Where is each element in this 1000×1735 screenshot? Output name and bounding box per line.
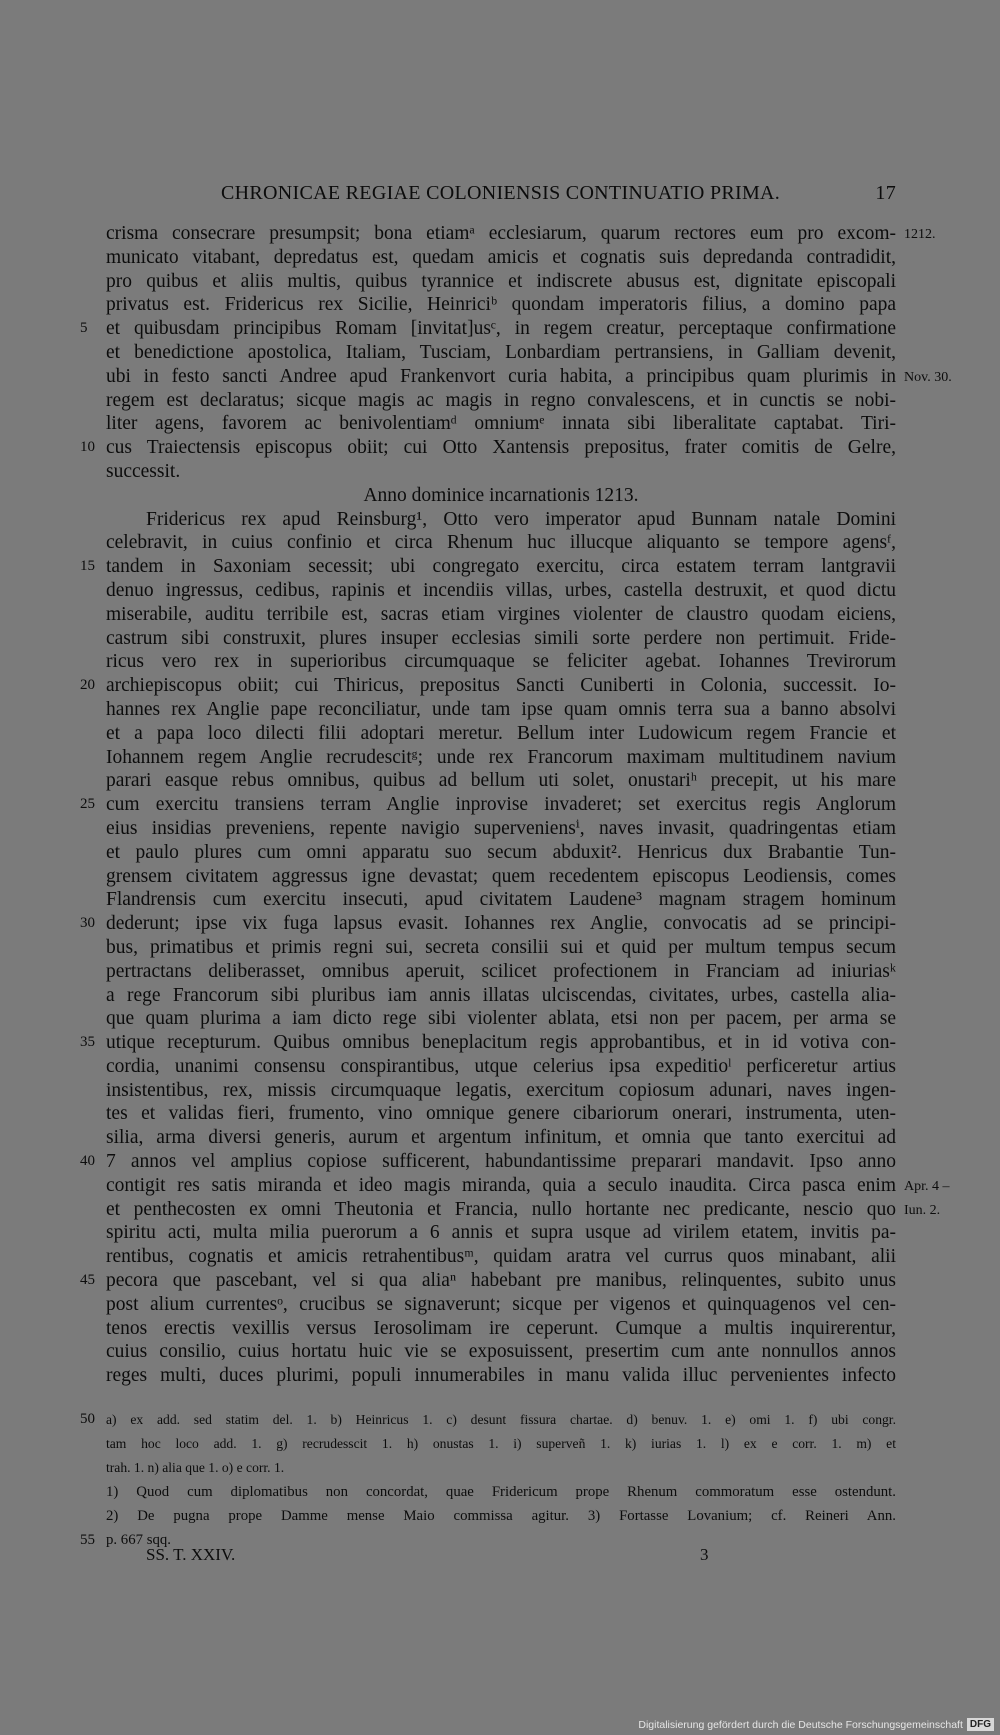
body-text: denuo ingressus, cedibus, rapinis et incendiis villas, urbes, castella destruxit, et quod dictu — [106, 579, 896, 601]
volume-signature: SS. T. XXIV. — [146, 1545, 236, 1564]
body-line — [80, 555, 896, 579]
line-number: 25 — [80, 796, 95, 813]
body-text: pecora que pascebant, vel si qua aliaⁿ habebant pre manibus, relinquentes, subito unus — [106, 1270, 896, 1292]
body-line — [106, 579, 896, 603]
body-text: grensem civitatem aggressus igne devastat; quem recedentem episcopus Leodiensis, comes — [106, 865, 896, 887]
body-line — [80, 912, 896, 936]
marginal-date: Iun. 2. — [904, 1202, 941, 1218]
note-text: 2) De pugna prope Damme mense Maio commissa agitur. 3) Fortasse Lovanium; cf. Reineri Ann. — [106, 1507, 896, 1524]
body-line — [106, 1364, 896, 1388]
apparatus-line — [106, 1434, 896, 1458]
body-text: liter agens, favorem ac benivolentiamᵈ omniumᵉ innata sibi liberalitate captabat. Tiri- — [106, 413, 896, 435]
body-text: hannes rex Anglie pape reconciliatur, unde tam ipse quam omnis terra sua a banno absolvi — [106, 698, 896, 720]
body-line — [106, 1126, 896, 1150]
body-line — [106, 746, 896, 770]
body-text: ricus vero rex in superioribus circumquaque se feliciter agebat. Iohannes Trevirorum — [106, 651, 896, 673]
body-line — [106, 365, 952, 389]
body-text: tenos erectis vexillis versus Ierosolimam ire ceperunt. Cumque a multis inquirerentur, — [106, 1317, 896, 1339]
body-line — [106, 389, 896, 413]
body-text: spiritu acti, multa milia puerorum a 6 annis et supra usque ad virilem etatem, invitis pa- — [106, 1222, 896, 1244]
line-number: 55 — [80, 1531, 95, 1548]
body-line — [106, 841, 896, 865]
body-text: eius insidias preveniens, repente navigio superveniensⁱ, naves invasit, quadringentas etiam — [106, 817, 896, 839]
body-text: insistentibus, rex, missis circumquaque legatis, exercitum copiosum adunari, naves ingen- — [106, 1079, 896, 1101]
body-text: cuius consilio, cuius hortatu huic vie se exposuissent, presertim cum ante nonnullos annos — [106, 1341, 896, 1363]
sheet-number: 3 — [700, 1545, 709, 1564]
body-line — [80, 436, 896, 460]
body-line — [106, 1245, 896, 1269]
body-text: reges multi, duces plurimi, populi innumerabiles in manu valida illuc pervenientes infecto — [106, 1365, 896, 1387]
body-text: tandem in Saxoniam secessit; ubi congregato exercitu, circa estatem terram lantgravii — [106, 556, 896, 578]
body-line — [106, 650, 896, 674]
note-text: 1) Quod cum diplomatibus non concordat, quae Fridericum prope Rhenum commoratum esse ostendunt. — [106, 1484, 896, 1500]
body-text: Fridericus rex apud Reinsburg¹, Otto vero imperator apud Bunnam natale Domini — [146, 508, 896, 530]
line-number: 5 — [80, 320, 88, 337]
body-text: Flandrensis cum exercitu insecuti, apud civitatem Laudene³ magnam stragem hominum — [106, 889, 896, 911]
apparatus-text: trah. 1. n) alia que 1. o) e corr. 1. — [106, 1459, 285, 1475]
body-line — [106, 817, 896, 841]
body-line — [106, 460, 896, 484]
body-text: archiepiscopus obiit; cui Thiricus, prepositus Sancti Cuniberti in Colonia, successit. Io- — [106, 675, 896, 697]
body-line — [106, 1055, 896, 1079]
line-number: 10 — [80, 439, 95, 456]
body-text: tes et validas fieri, frumento, vino omnique genere cibariorum onerari, instrumenta, uten- — [106, 1103, 896, 1125]
body-text: que quam plurima a iam dicto rege sibi violenter ablata, etsi non per pacem, per arma se — [106, 1008, 896, 1030]
body-text: bus, primatibus et primis regni sui, secreta consilii sui et quid per multum tempus secum — [106, 936, 896, 958]
body-text: Iohannem regem Anglie recrudescitᵍ; unde rex Francorum maximam multitudinem navium — [106, 746, 896, 768]
running-title: CHRONICAE REGIAE COLONIENSIS CONTINUATIO PRIMA. — [221, 182, 781, 204]
body-line — [106, 222, 936, 246]
line-number: 45 — [80, 1272, 95, 1289]
line-number: 35 — [80, 1034, 95, 1051]
body-line — [106, 1079, 896, 1103]
critical-apparatus — [80, 1410, 896, 1481]
body-line — [106, 1317, 896, 1341]
body-text: dederunt; ipse vix fuga lapsus evasit. Iohannes rex Anglie, convocatis ad se principi- — [106, 913, 896, 935]
body-text: cum exercitu transiens terram Anglie inprovise invaderet; set exercitus regis Anglorum — [106, 794, 896, 816]
body-line — [106, 341, 896, 365]
body-text: et benedictione apostolica, Italiam, Tusciam, Lonbardiam pertransiens, in Galliam devenit, — [106, 341, 896, 363]
body-line — [80, 1031, 896, 1055]
line-number: 50 — [80, 1411, 95, 1427]
apparatus-text: tam hoc loco add. 1. g) recrudesscit 1. h) onustas 1. i) superveñ 1. k) iurias 1. l) ex e corr. 1. m) et — [106, 1435, 896, 1451]
body-line — [106, 293, 896, 317]
body-line — [106, 722, 896, 746]
body-text: cordia, unanimi consensu conspirantibus, utque celerius ipsa expeditioˡ perficeretur artius — [106, 1055, 896, 1077]
apparatus-text: a) ex add. sed statim del. 1. b) Heinricus 1. c) desunt fissura chartae. d) benuv. 1. e) omi 1. f) ubi congr. — [106, 1412, 896, 1427]
body-text: cus Traiectensis episcopus obiit; cui Otto Xantensis prepositus, frater comitis de Gelre, — [106, 437, 896, 459]
body-line — [106, 865, 896, 889]
apparatus-line — [80, 1410, 896, 1434]
body-line — [80, 793, 896, 817]
body-text: pro quibus et aliis multis, quibus tyrannice et indiscrete abusus est, dignitate episcopali — [106, 270, 896, 292]
body-text: parari easque rebus omnibus, quibus ad bellum uti solet, onustariʰ precepit, ut his mare — [106, 770, 896, 792]
body-text: et paulo plures cum omni apparatu suo secum abduxit². Henricus dux Brabantie Tun- — [106, 841, 896, 863]
line-number: 30 — [80, 915, 95, 932]
footnotes — [80, 1482, 896, 1553]
line-number: 15 — [80, 558, 95, 575]
body-text: pertractans deliberasset, omnibus aperuit, scilicet profectionem in Franciam ad iniuriasᵏ — [106, 960, 896, 982]
body-text: celebravit, in cuius confinio et circa Rhenum huc illucque aliquanto se tempore agensᶠ, — [106, 532, 896, 554]
body-line — [106, 960, 896, 984]
body-line — [106, 270, 896, 294]
body-line — [106, 1102, 896, 1126]
body-line — [106, 603, 896, 627]
body-text: silia, arma diversi generis, aurum et argentum infinitum, et omnia que tanto exercitui ad — [106, 1127, 896, 1149]
marginal-date: 1212. — [904, 227, 936, 242]
body-line — [106, 531, 896, 555]
body-line — [106, 984, 896, 1008]
body-text: crisma consecrare presumpsit; bona etiamᵃ ecclesiarum, quarum rectores eum pro excom- — [106, 223, 896, 244]
body-line — [106, 769, 896, 793]
body-line — [106, 1174, 950, 1198]
body-text: a rege Francorum sibi pluribus iam annis illatas ulciscendas, civitates, urbes, castella alia- — [106, 984, 896, 1006]
line-number: 40 — [80, 1153, 95, 1170]
body-text: 7 annos vel amplius copiose sufficerent, habundantissime preparari mandavit. Ipso anno — [106, 1151, 896, 1173]
body-text: contigit res satis miranda et ideo magis miranda, quia a seculo inaudita. Circa pasca enim — [106, 1174, 896, 1196]
note-line — [106, 1506, 896, 1530]
body-line — [106, 1221, 896, 1245]
body-text: rentibus, cognatis et amicis retrahentibusᵐ, quidam aratra vel currus quos minabant, alii — [106, 1246, 896, 1268]
body-text: successit. — [106, 460, 181, 482]
body-text: castrum sibi construxit, plures insuper ecclesias simili sorte perdere non pertimuit. Fride- — [106, 627, 896, 649]
body-line — [106, 1340, 896, 1364]
body-text: miserabile, auditu terribile est, sacras etiam virgines violenter de claustro quodam eiciens, — [106, 603, 896, 625]
note-line — [106, 1482, 896, 1506]
body-line — [106, 888, 896, 912]
body-text: utique recepturum. Quibus omnibus beneplacitum regis approbantibus, et in id votiva con- — [106, 1032, 896, 1054]
body-text: post alium currentesᵒ, crucibus se signaverunt; sicque per vigenos et quinquagenos vel cen- — [106, 1293, 896, 1315]
body-line — [106, 1007, 896, 1031]
body-line — [106, 1198, 941, 1222]
page-number: 17 — [875, 182, 896, 204]
body-line — [80, 317, 896, 341]
marginal-date: Apr. 4 – — [904, 1178, 950, 1194]
body-text: municato vitabant, depredatus est, quedam amicis et cognatis suis depredanda contradidit, — [106, 246, 896, 268]
body-line — [106, 508, 896, 532]
body-text: Anno dominice incarnationis 1213. — [363, 484, 639, 506]
body-text: et penthecosten ex omni Theutonia et Francia, nullo hortante nec predicante, nescio quo — [106, 1198, 896, 1220]
body-line — [106, 936, 896, 960]
main-text — [80, 222, 952, 1388]
marginal-date: Nov. 30. — [904, 369, 952, 385]
body-line — [106, 1293, 896, 1317]
body-line — [80, 1269, 896, 1293]
body-text: regem est declaratus; sicque magis ac magis in regno convalescens, et in cunctis se nobi- — [106, 389, 896, 411]
dfg-logo: DFG — [967, 1718, 994, 1731]
body-text: ubi in festo sancti Andree apud Frankenvort curia habita, a principibus quam plurimis in — [106, 365, 896, 387]
credit-text: Digitalisierung gefördert durch die Deutsche Forschungsgemeinschaft — [638, 1718, 963, 1731]
digitization-credit — [638, 1718, 994, 1731]
body-line — [106, 698, 896, 722]
year-heading — [106, 484, 896, 508]
body-line — [106, 412, 896, 436]
body-line — [80, 674, 896, 698]
body-text: et quibusdam principibus Romam [invitat]usᶜ, in regem creatur, perceptaque confirmatione — [106, 318, 896, 340]
body-line — [106, 627, 896, 651]
note-text: p. 667 sqq. — [106, 1531, 171, 1548]
body-line — [80, 1150, 896, 1174]
body-text: et a papa loco dilecti filii adoptari meretur. Bellum inter Ludowicum regem Francie et — [106, 722, 896, 744]
body-line — [106, 246, 896, 270]
apparatus-line — [106, 1458, 896, 1482]
line-number: 20 — [80, 677, 95, 694]
body-text: privatus est. Fridericus rex Sicilie, Heinriciᵇ quondam imperatoris filius, a domino papa — [106, 294, 896, 316]
